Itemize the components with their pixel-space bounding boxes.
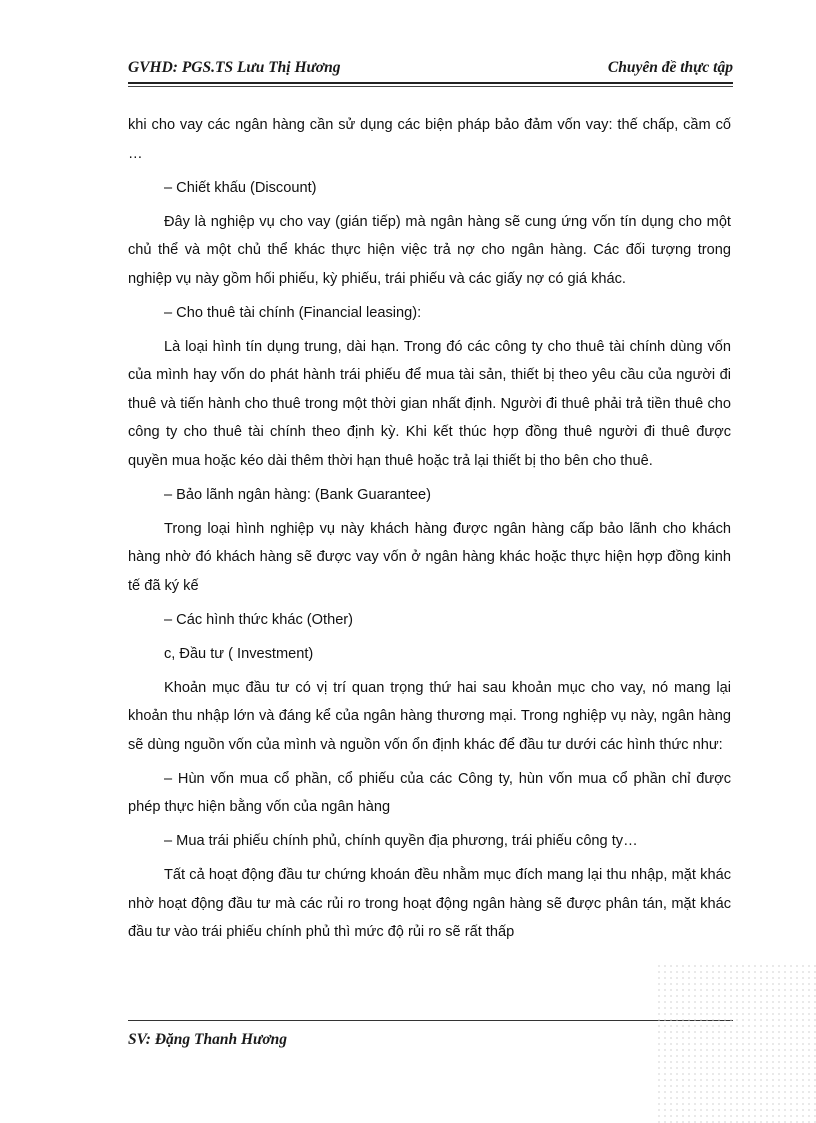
header-divider-thick [128,82,733,84]
list-item-bonds: – Mua trái phiếu chính phủ, chính quyền địa phương, trái phiếu công ty… [164,833,638,849]
paragraph-investment: Khoản mục đầu tư có vị trí quan trọng thứ hai sau khoản mục cho vay, nó mang lại khoản thu nhập lớn và đáng kể của ngân hàng thương mại. Trong nghiệp vụ này, ngân hàng sẽ dùng nguồn vốn của mình và nguồn vốn ổn định khác để đầu tư dưới các hình thức như: [128,679,731,753]
paragraph-bank-guarantee: Trong loại hình nghiệp vụ này khách hàng được ngân hàng cấp bảo lãnh cho khách hàng nhờ đó khách hàng sẽ được vay vốn ở ngân hàng khác hoặc thực hiện hợp đồng kinh tế đã ký kế [128,520,731,594]
page-footer-student: SV: Đặng Thanh Hương [128,1031,288,1048]
footer-divider [128,1020,733,1021]
paragraph-continuation: khi cho vay các ngân hàng cần sử dụng các biện pháp bảo đảm vốn vay: thế chấp, cầm cố … [128,117,731,162]
page-header [128,58,733,82]
header-supervisor: GVHD: PGS.TS Lưu Thị Hương [128,59,341,76]
paragraph-securities: Tất cả hoạt động đầu tư chứng khoán đều nhằm mục đích mang lại thu nhập, mặt khác nhờ hoạt động đầu tư mà các rủi ro trong hoạt động ngân hàng sẽ được phân tán, mặt khác đầu tư vào trái phiếu chính phủ thì mức độ rủi ro sẽ rất thấp [128,867,731,940]
list-item-equity: – Hùn vốn mua cổ phần, cổ phiếu của các Công ty, hùn vốn mua cổ phần chỉ được phép thực hiện bằng vốn của ngân hàng [128,770,731,815]
list-item-other: – Các hình thức khác (Other) [164,611,354,628]
paragraph-financial-leasing: Là loại hình tín dụng trung, dài hạn. Trong đó các công ty cho thuê tài chính dùng vốn của mình hay vốn do phát hành trái phiếu để mua tài sản, thiết bị theo yêu cầu của người đi thuê và tiến hành cho thuê trong một thời gian nhất định. Người đi thuê phải trả tiền thuê cho công ty cho thuê tài chính theo định kỳ. Khi kết thúc hợp đồng thuê người đi thuê được quyền mua hoặc kéo dài thêm thời hạn thuê hoặc trả lại thiết bị tho bên cho thuê. [128,338,731,469]
header-report-title: Chuyên đề thực tập [607,59,733,76]
list-item-financial-leasing: – Cho thuê tài chính (Financial leasing): [164,304,422,321]
list-item-discount: – Chiết khấu (Discount) [164,179,317,196]
scan-noise-decoration [656,963,816,1123]
body-text [128,111,731,952]
paragraph-discount: Đây là nghiệp vụ cho vay (gián tiếp) mà ngân hàng sẽ cung ứng vốn tín dụng cho một chủ thể và một chủ thể khác thực hiện việc trả nợ cho ngân hàng. Các đối tượng trong nghiệp vụ này gồm hối phiếu, kỳ phiếu, trái phiếu và các giấy nợ có giá khác. [128,213,731,287]
section-heading-investment: c, Đầu tư ( Investment) [164,645,314,662]
list-item-bank-guarantee: – Bảo lãnh ngân hàng: (Bank Guarantee) [164,486,431,503]
header-divider-thin [128,86,733,87]
